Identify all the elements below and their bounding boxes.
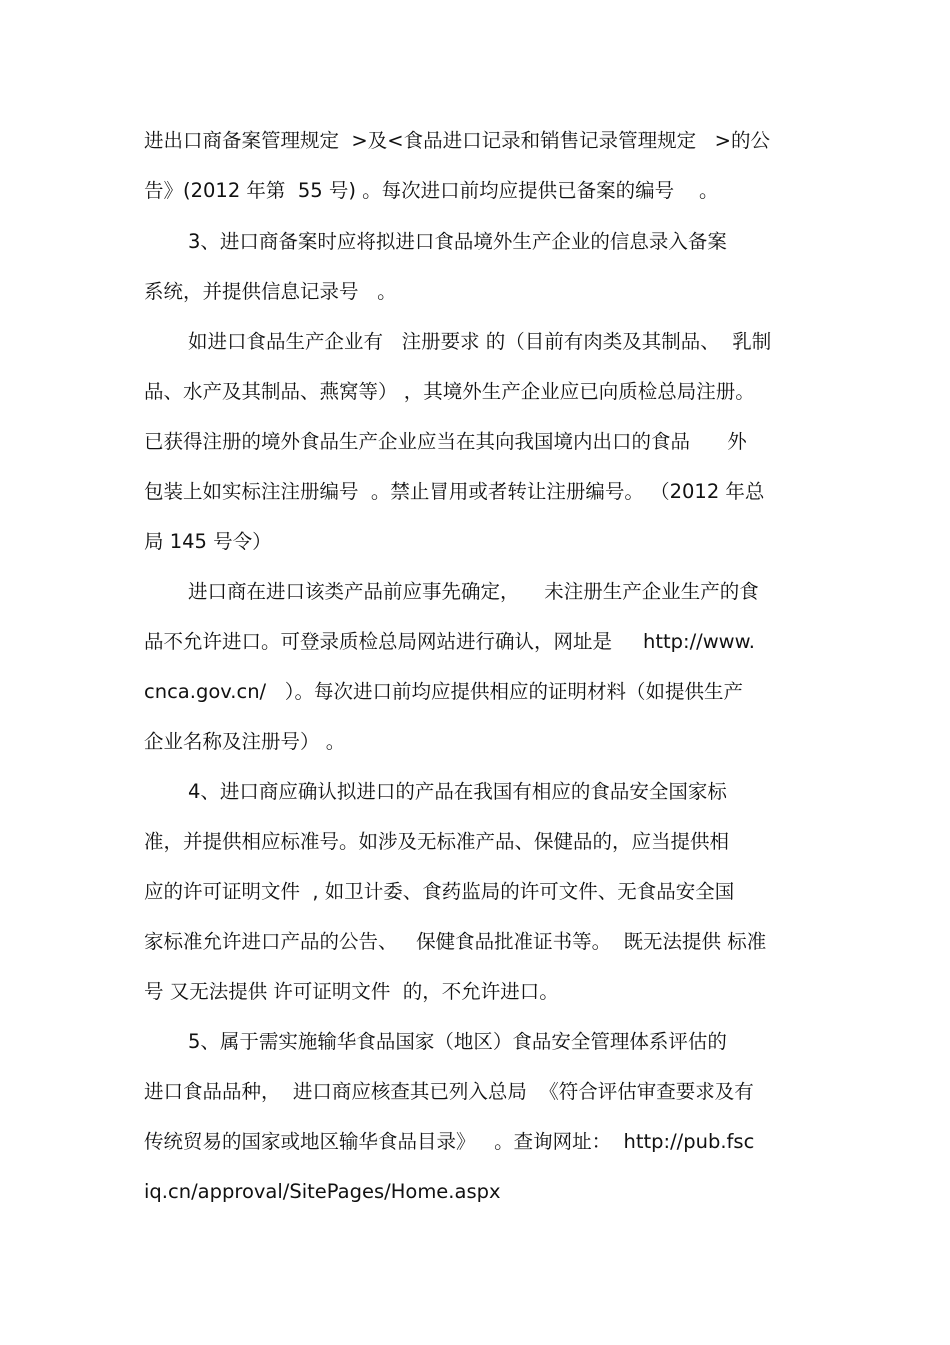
text-line-16: 应的许可证明文件 , 如卫计委、食药监局的许可文件、无食品安全国: [144, 880, 735, 903]
text-line-7: 已获得注册的境外食品生产企业应当在其向我国境内出口的食品 外: [144, 430, 747, 453]
text-line-6: 品、水产及其制品、燕窝等） ，其境外生产企业应已向质检总局注册。: [144, 380, 755, 403]
text-line-17: 家标准允许进口产品的公告、 保健食品批准证书等。 既无法提供 标准: [144, 930, 767, 953]
text-line-18: 号 又无法提供 许可证明文件 的，不允许进口。: [144, 980, 559, 1003]
text-line-14: 4、进口商应确认拟进口的产品在我国有相应的食品安全国家标: [188, 780, 727, 803]
text-line-13: 企业名称及注册号） 。: [144, 730, 346, 753]
text-line-3: 3、进口商备案时应将拟进口食品境外生产企业的信息录入备案: [188, 230, 727, 253]
text-line-9: 局 145 号令）: [144, 530, 272, 553]
text-line-11: 品不允许进口。可登录质检总局网站进行确认，网址是 http://www.: [144, 630, 755, 653]
text-line-22: iq.cn/approval/SitePages/Home.aspx: [144, 1180, 501, 1203]
text-line-5: 如进口食品生产企业有 注册要求 的（目前有肉类及其制品、 乳制: [188, 330, 772, 353]
text-line-20: 进口食品品种， 进口商应核查其已列入总局 《符合评估审查要求及有: [144, 1080, 754, 1103]
text-line-2: 告》(2012 年第 55 号) 。每次进口前均应提供已备案的编号 。: [144, 179, 719, 202]
text-line-1: 进出口商备案管理规定 >及<食品进口记录和销售记录管理规定 >的公: [144, 129, 771, 152]
text-line-15: 准，并提供相应标准号。如涉及无标准产品、保健品的，应当提供相: [144, 830, 730, 853]
text-line-12: cnca.gov.cn/ ）。每次进口前均应提供相应的证明材料（如提供生产: [144, 680, 743, 703]
text-line-4: 系统，并提供信息记录号 。: [144, 280, 397, 303]
text-line-19: 5、属于需实施输华食品国家（地区）食品安全管理体系评估的: [188, 1030, 727, 1053]
text-line-21: 传统贸易的国家或地区输华食品目录》 。查询网址： http://pub.fsc: [144, 1130, 755, 1153]
text-line-8: 包装上如实标注注册编号 。禁止冒用或者转让注册编号。 （2012 年总: [144, 480, 765, 503]
text-line-10: 进口商在进口该类产品前应事先确定， 未注册生产企业生产的食: [188, 580, 759, 603]
